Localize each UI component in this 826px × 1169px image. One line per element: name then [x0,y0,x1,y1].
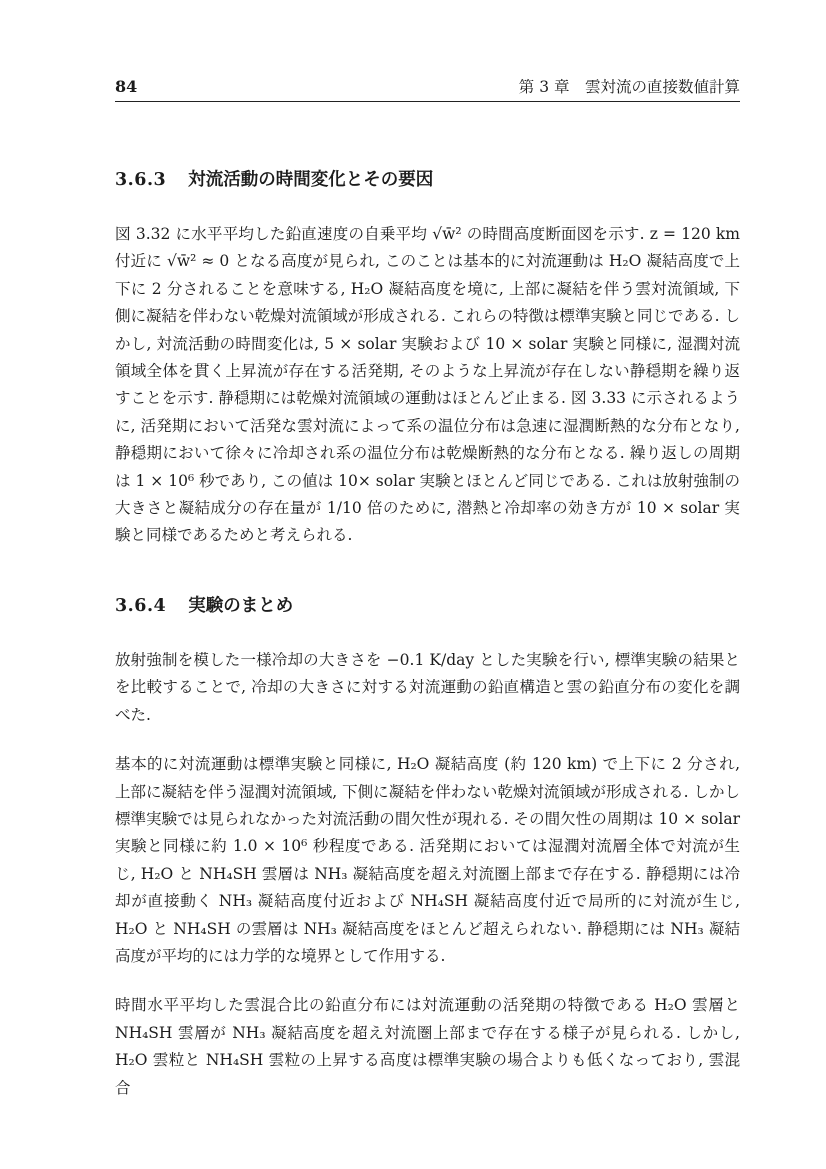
section-title: 実験のまとめ [188,594,294,615]
chapter-title: 第 3 章 雲対流の直接数値計算 [518,78,740,96]
section-number: 3.6.3 [115,170,167,190]
section-heading [115,166,740,193]
section-number: 3.6.4 [115,595,167,616]
paragraph: 基本的に対流運動は標準実験と同様に, H₂O 凝結高度 (約 120 km) で上下に 2 分され, 上部に凝結を伴う湿潤対流領域, 下側に凝結を伴わない乾燥対流領域が形成される. しかし標準実験では見られなかった対流活動の間欠性が現れる. その間欠性の周期は 10 × solar 実験と同様に約 1.0 × 10⁶ 秒程度である. 活発期においては湿潤対流層全体で対流が生じ, H₂O と NH₄SH 雲層は NH₃ 凝結高度を超え対流圏上部まで存在する. 静穏期には冷却が直接動く NH₃ 凝結高度付近および NH₄SH 凝結高度付近で局所的に対流が生じ, H₂O と NH₄SH の雲層は NH₃ 凝結高度をほとんど超えられない. 静穏期には NH₃ 凝結高度が平均的には力学的な境界として作用する. [115,755,740,965]
section-3-6-3 [115,166,740,550]
paragraph: 放射強制を模した一様冷却の大きさを −0.1 K/day とした実験を行い, 標準実験の結果とを比較することで, 冷却の大きさに対する対流運動の鉛直構造と雲の鉛直分布の変化を調べた. [115,650,740,724]
section-title: 対流活動の時間変化とその要因 [188,169,434,189]
page-body [115,166,740,1102]
section-3-6-4 [115,592,740,1102]
page-number: 84 [115,77,138,96]
running-header [115,78,740,102]
paragraph: 図 3.32 に水平平均した鉛直速度の自乗平均 √w̄² の時間高度断面図を示す. z = 120 km 付近に √w̄² ≈ 0 となる高度が見られ, このことは基本的に対流運動は H₂O 凝結高度で上下に 2 分されることを意味する, H₂O 凝結高度を境に, 上部に凝結を伴う雲対流領域, 下側に凝結を伴わない乾燥対流領域が形成される. これらの特徴は標準実験と同じである. しかし, 対流活動の時間変化は, 5 × solar 実験および 10 × solar 実験と同様に, 湿潤対流領域全体を貫く上昇流が存在する活発期, そのような上昇流が存在しない静穏期を繰り返すことを示す. 静穏期には乾燥対流領域の運動はほとんど止まる. 図 3.33 に示されるように, 活発期において活発な雲対流によって系の温位分布は急速に湿潤断熱的な分布となり, 静穏期において徐々に冷却され系の温位分布は乾燥断熱的な分布となる. 繰り返しの周期は 1 × 10⁶ 秒であり, この値は 10× solar 実験とほとんど同じである. これは放射強制の大きさと凝結成分の存在量が 1/10 倍のために, 潜熱と冷却率の効き方が 10 × solar 実験と同様であるためと考えられる. [115,225,740,545]
paragraph: 時間水平平均した雲混合比の鉛直分布には対流運動の活発期の特徴である H₂O 雲層と NH₄SH 雲層が NH₃ 凝結高度を超え対流圏上部まで存在する様子が見られる. しかし, H₂O 雲粒と NH₄SH 雲粒の上昇する高度は標準実験の場合よりも低くなっており, 雲混合 [115,996,740,1097]
section-heading [115,592,740,619]
